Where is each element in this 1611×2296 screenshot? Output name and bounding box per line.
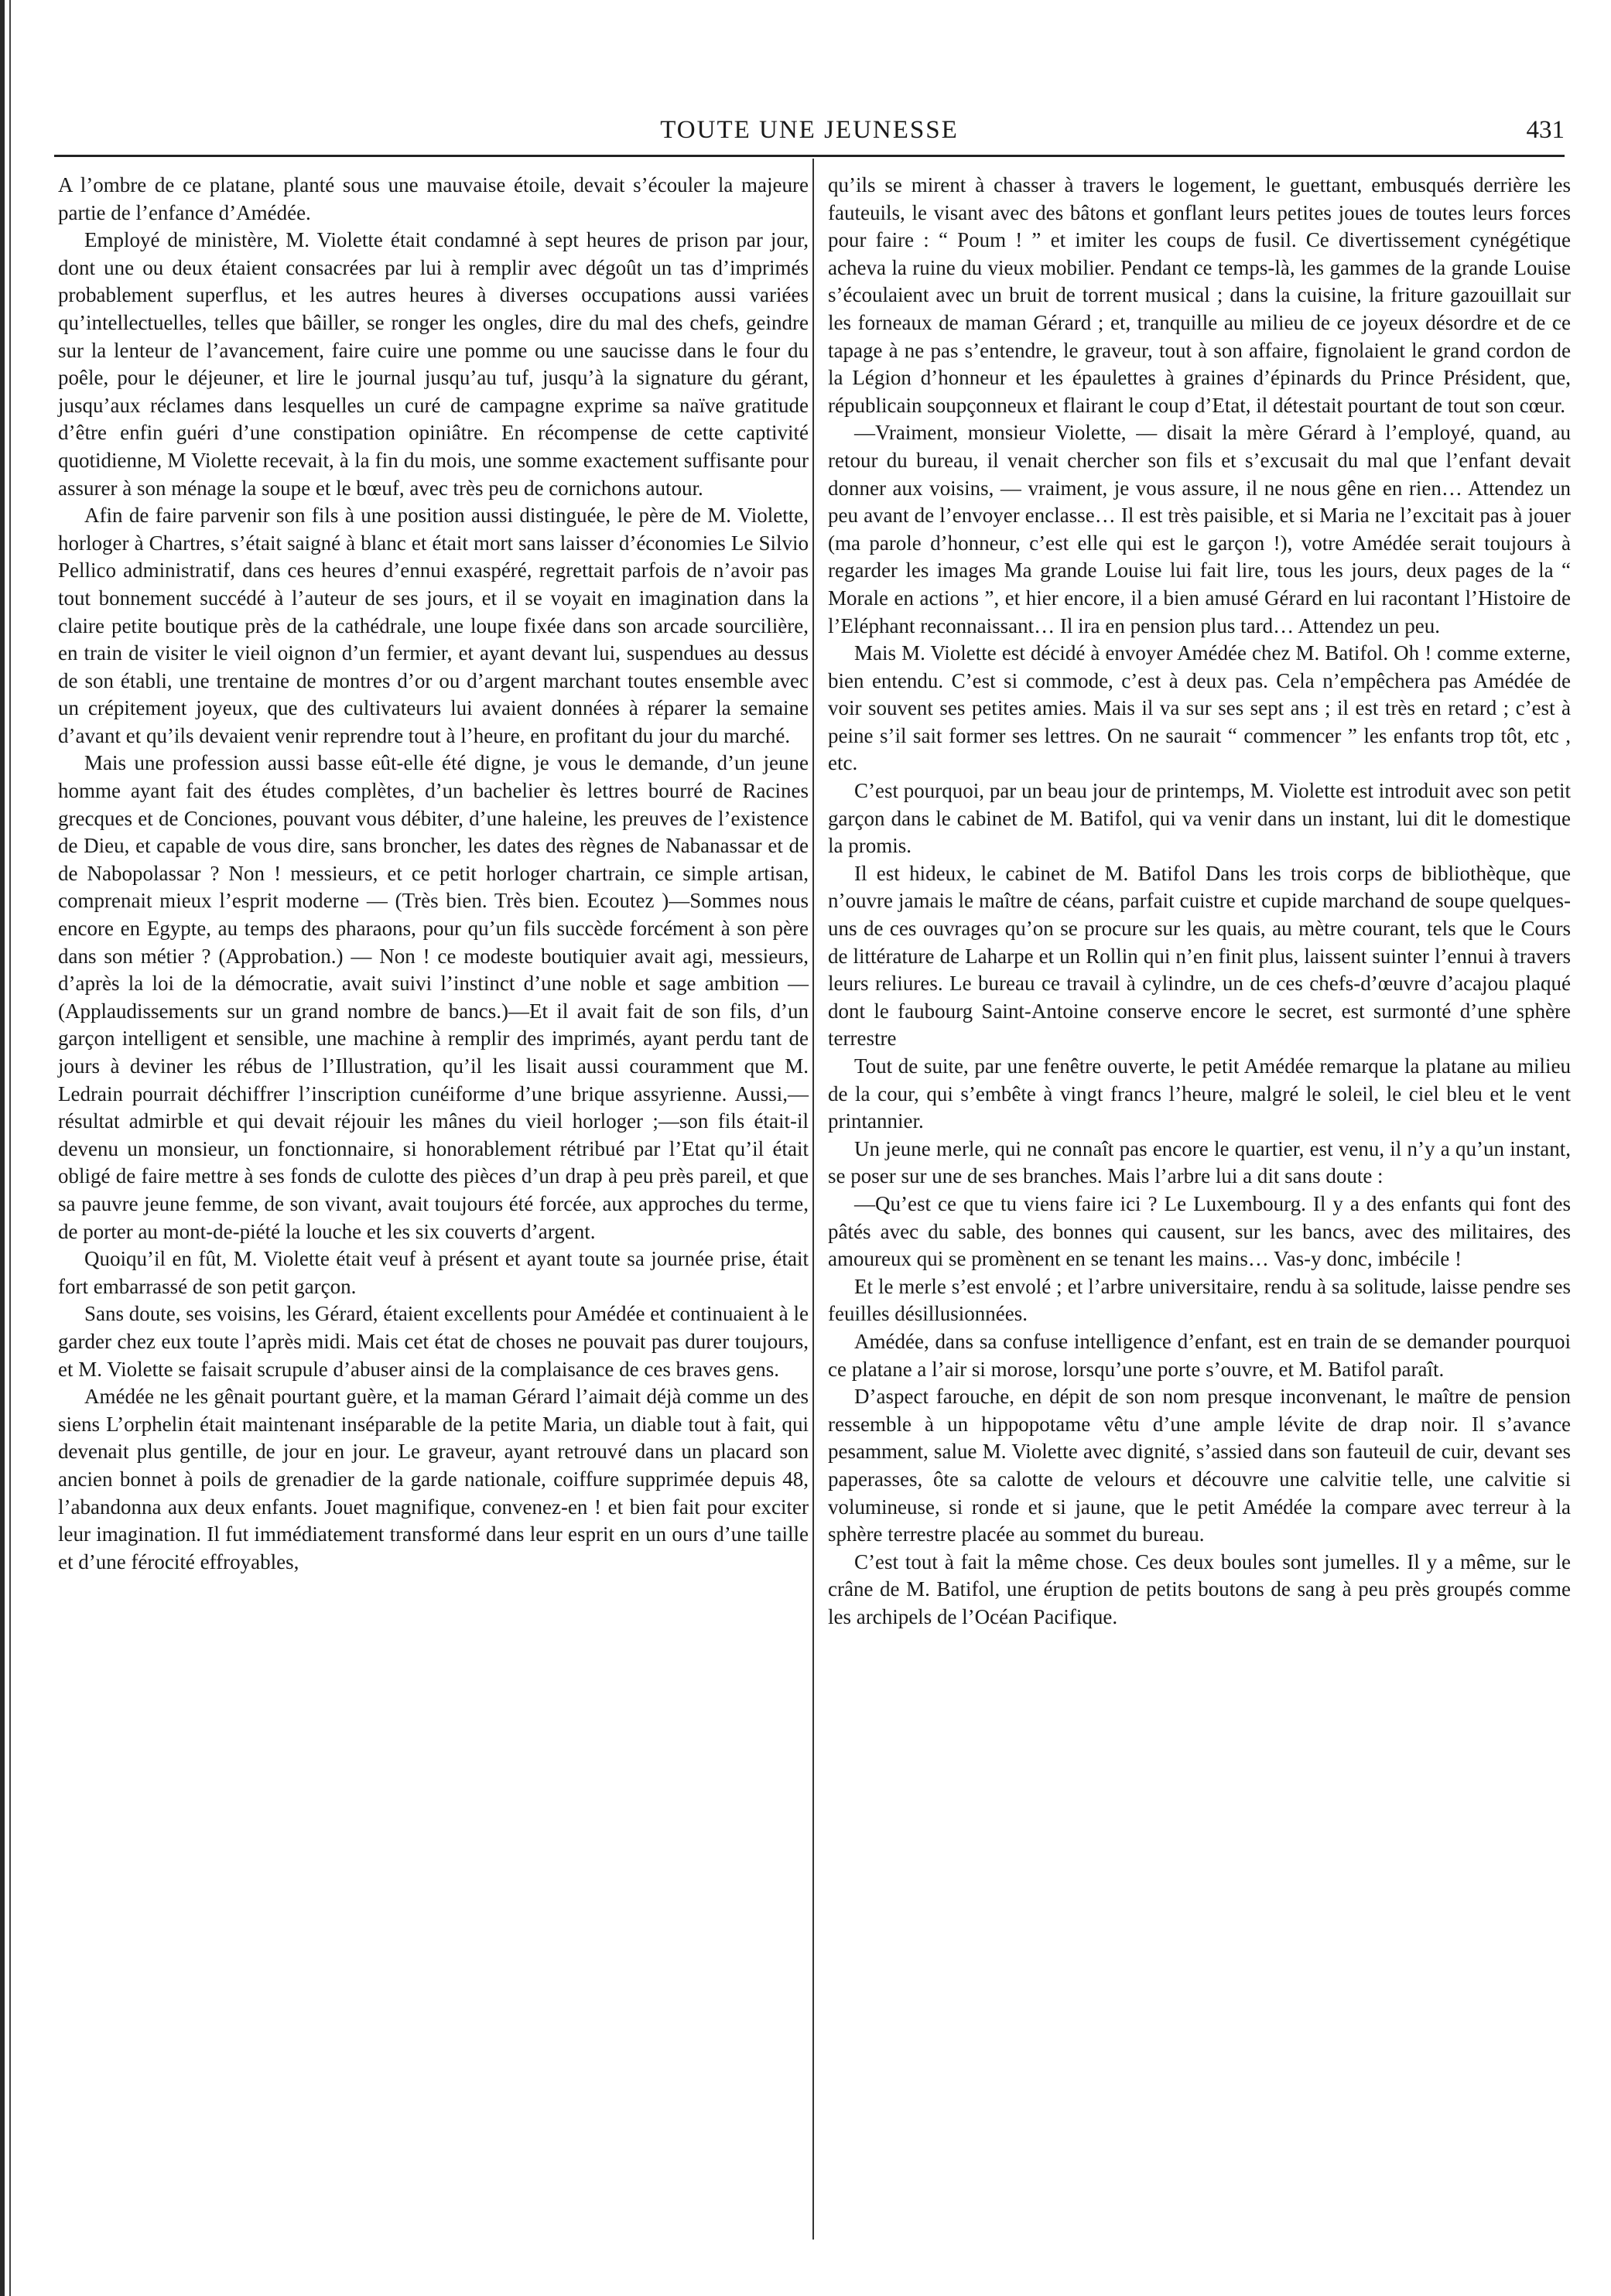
- running-title: TOUTE UNE JEUNESSE: [660, 116, 959, 144]
- page-number: 431: [1526, 116, 1565, 144]
- paragraph: Quoiqu’il en fût, M. Violette était veuf à présent et ayant toute sa journée prise, était fort embarrassé de son petit garçon.: [58, 1247, 809, 1298]
- header-rule: [54, 155, 1565, 157]
- right-column: [828, 172, 1571, 1631]
- page-header: [54, 116, 1565, 152]
- paragraph: qu’ils se mirent à chasser à travers le logement, le guettant, embusqués derrière les fauteuils, le visant avec des bâtons et gonflant leurs petites joues de toutes leurs forces pour faire : “ Poum ! ” et imiter les coups de fusil. Ce divertissement cynégétique acheva la ruine du vieux mobilier. Pendant ce temps-là, les gammes de la grande Louise s’écoulaient avec un bruit de torrent musical ; dans la cuisine, la friture gazouillait sur les forneaux de maman Gérard ; et, tranquille au milieu de ce joyeux désordre et de ce tapage à ne pas s’entendre, le graveur, tout à son affaire, fignolaient le grand cordon de la Légion d’honneur et les épaulettes à graines d’épinards du Prince Président, que, républicain soupçonneux et flairant le coup d’Etat, il détestait pourtant de tout son cœur.: [828, 173, 1571, 417]
- column-divider: [812, 159, 814, 2240]
- paragraph: C’est pourquoi, par un beau jour de printemps, M. Violette est introduit avec son petit garçon dans le cabinet de M. Batifol, qui va venir dans un instant, lui dit le domestique la promis.: [828, 779, 1571, 858]
- paragraph: C’est tout à fait la même chose. Ces deux boules sont jumelles. Il y a même, sur le crâne de M. Batifol, une éruption de petits boutons de sang à peu près groupés comme les archipels de l’Océan Pacifique.: [828, 1549, 1571, 1628]
- paragraph: —Qu’est ce que tu viens faire ici ? Le Luxembourg. Il y a des enfants qui font des pâtés avec du sable, des bonnes qui causent, sur les bancs, avec des militaires, des amoureux qui se promènent en se tenant les mains… Vas-y donc, imbécile !: [828, 1191, 1571, 1271]
- paragraph: Amédée, dans sa confuse intelligence d’enfant, est en train de se demander pourquoi ce platane a l’air si morose, lorsqu’une porte s’ouvre, et M. Batifol paraît.: [828, 1329, 1571, 1381]
- paragraph: Employé de ministère, M. Violette était condamné à sept heures de prison par jour, dont une ou deux étaient consacrées par lui à remplir avec dégoût un tas d’imprimés probablement superflus, et les autres heures à diverses occupations aussi variées qu’intellectuelles, telles que bâiller, se ronger les ongles, dire du mal des chefs, geindre sur la lenteur de l’avancement, faire cuire une pomme ou une saucisse dans le four du poêle, pour le déjeuner, et lire le journal jusqu’au tuf, jusqu’à la signature du gérant, jusqu’aux réclames dans lesquelles un curé de campagne exprime sa naïve gratitude d’être enfin guéri d’une constipation opiniâtre. En récompense de cette captivité quotidienne, M Violette recevait, à la fin du mois, une somme exactement suffisante pour assurer à son ménage la soupe et le bœuf, avec très peu de cornichons autour.: [58, 228, 809, 500]
- left-column: [58, 172, 809, 1576]
- paragraph: D’aspect farouche, en dépit de son nom presque inconvenant, le maître de pension ressemble à un hippopotame vêtu d’une ample lévite de drap noir. Il s’avance pesamment, salue M. Violette avec dignité, s’assied dans son fauteuil de cuir, devant ses paperasses, ôte sa calotte de velours et découvre une calvitie telle, une calvitie si volumineuse, si ronde et si jaune, que le petit Amédée la compare avec terreur à la sphère terrestre placée au sommet du bureau.: [828, 1385, 1571, 1546]
- paragraph: Tout de suite, par une fenêtre ouverte, le petit Amédée remarque la platane au milieu de la cour, qui s’embête à vingt francs l’heure, malgré le soleil, le ciel bleu et le vent printannier.: [828, 1054, 1571, 1133]
- paragraph: Mais M. Violette est décidé à envoyer Amédée chez M. Batifol. Oh ! comme externe, bien entendu. C’est si commode, c’est à deux pas. Cela n’empêchera pas Amédée de voir souvent ses petites amies. Mais il va sur ses sept ans ; il est très en retard ; c’est à peine s’il sait former ses lettres. On ne saurait “ commencer ” les enfants trop tôt, etc , etc.: [828, 641, 1571, 775]
- paragraph: Il est hideux, le cabinet de M. Batifol Dans les trois corps de bibliothèque, que n’ouvre jamais le maître de céans, parfait cuistre et cupide marchand de soupe quelques-uns de ces ouvrages qu’on se procure sur les quais, au mètre courant, tels que le Cours de littérature de Laharpe et un Rollin qui n’en finit plus, laissent suinter l’ennui à travers leurs reliures. Le bureau ce travail à cylindre, un de ces chefs-d’œuvre d’acajou plaqué dont le faubourg Saint-Antoine conserve encore le secret, est surmonté d’une sphère terrestre: [828, 861, 1571, 1051]
- paragraph: Et le merle s’est envolé ; et l’arbre universitaire, rendu à sa solitude, laisse pendre ses feuilles désillusionnées.: [828, 1274, 1571, 1326]
- paragraph: Afin de faire parvenir son fils à une position aussi distinguée, le père de M. Violette, horloger à Chartres, s’était saigné à blanc et était mort sans laisser d’économies Le Silvio Pellico administratif, dans ces heures d’ennui exaspéré, regrettait parfois de n’avoir pas tout bonnement succédé à l’auteur de ses jours, et il se voyait en imagination dans la claire petite boutique près de la cathédrale, une loupe fixée dans son arcade sourcilière, en train de visiter le vieil oignon d’un fermier, et ayant devant lui, suspendues au dessus de son établi, une trentaine de montres d’or ou d’argent marchant toutes ensemble avec un crépitement joyeux, que des cultivateurs lui avaient données à réparer la semaine d’avant et qu’ils devaient venir reprendre tout à l’heure, en profitant du jour du marché.: [58, 504, 809, 747]
- page-binding-edge: [0, 0, 20, 2296]
- paragraph: Sans doute, ses voisins, les Gérard, étaient excellents pour Amédée et continuaient à le garder chez eux toute l’après midi. Mais cet état de choses ne pouvait pas durer toujours, et M. Violette se faisait scrupule d’abuser ainsi de la complaisance de ces braves gens.: [58, 1302, 809, 1381]
- paragraph: Amédée ne les gênait pourtant guère, et la maman Gérard l’aimait déjà comme un des siens L’orphelin était maintenant inséparable de la petite Maria, un diable tout à fait, qui devenait plus gentille, de jour en jour. Le graveur, ayant retrouvé dans un placard son ancien bonnet à poils de grenadier de la garde nationale, coiffure supprimée depuis 48, l’abandonna aux deux enfants. Jouet magnifique, convenez-en ! et bien fait pour exciter leur imagination. Il fut immédiatement transformé dans leur esprit en un ours d’une taille et d’une férocité effroyables,: [58, 1385, 809, 1573]
- paragraph: —Vraiment, monsieur Violette, — disait la mère Gérard à l’employé, quand, au retour du bureau, il venait chercher son fils et s’excusait du mal que l’enfant devait donner aux voisins, — vraiment, je vous assure, il ne nous gêne en rien… Attendez un peu avant de l’envoyer enclasse… Il est très paisible, et si Maria ne l’excitait pas à jouer (ma parole d’honneur, c’est elle qui est le garçon !), votre Amédée serait toujours à regarder les images Ma grande Louise lui fait lire, tous les jours, deux pages de la “ Morale en actions ”, et hier encore, il a bien amusé Gérard en lui racontant l’Histoire de l’Eléphant reconnaissant… Il ira en pension plus tard… Attendez un peu.: [828, 421, 1571, 637]
- paragraph: Un jeune merle, qui ne connaît pas encore le quartier, est venu, il n’y a qu’un instant, se poser sur une de ses branches. Mais l’arbre lui a dit sans doute :: [828, 1136, 1571, 1188]
- paragraph: Mais une profession aussi basse eût-elle été digne, je vous le demande, d’un jeune homme ayant fait des études complètes, d’un bachelier ès lettres bourré de Racines grecques et de Conciones, pouvant vous débiter, d’une haleine, les preuves de l’existence de Dieu, et capable de vous dire, sans broncher, les dates des règnes de Nabanassar et de de Nabopolassar ? Non ! messieurs, et ce petit horloger chartrain, ce simple artisan, comprenait mieux l’esprit moderne — (Très bien. Très bien. Ecoutez )—Sommes nous encore en Egypte, au temps des pharaons, pour qu’un fils succède forcément à son père dans son métier ? (Approbation.) — Non ! ce modeste boutiquier avait agi, messieurs, d’après la loi de la démocratie, avait suivi l’instinct d’une noble et sage ambition —(Applaudissements sur un grand nombre de bancs.)—Et il avait fait de son fils, d’un garçon intelligent et sensible, une machine à remplir des imprimés, ayant perdu tant de jours à deviner les rébus de l’Illustration, qu’il les lisait aussi couramment que M. Ledrain pourrait déchiffrer l’inscription cunéiforme d’une brique assyrienne. Aussi,—résultat admirble et qui devait réjouir les mânes du vieil horloger ;—son fils était-il devenu un monsieur, un fonctionnaire, si honorablement rétribué par l’Etat qu’il était obligé de faire mettre à ses fonds de culotte des pièces d’un drap à peu près pareil, et que sa pauvre jeune femme, de son vivant, avait toujours été forcée, aux approches du terme, de porter au mont-de-piété la louche et les six couverts d’argent.: [58, 751, 809, 1243]
- paragraph: A l’ombre de ce platane, planté sous une mauvaise étoile, devait s’écouler la majeure partie de l’enfance d’Amédée.: [58, 173, 809, 224]
